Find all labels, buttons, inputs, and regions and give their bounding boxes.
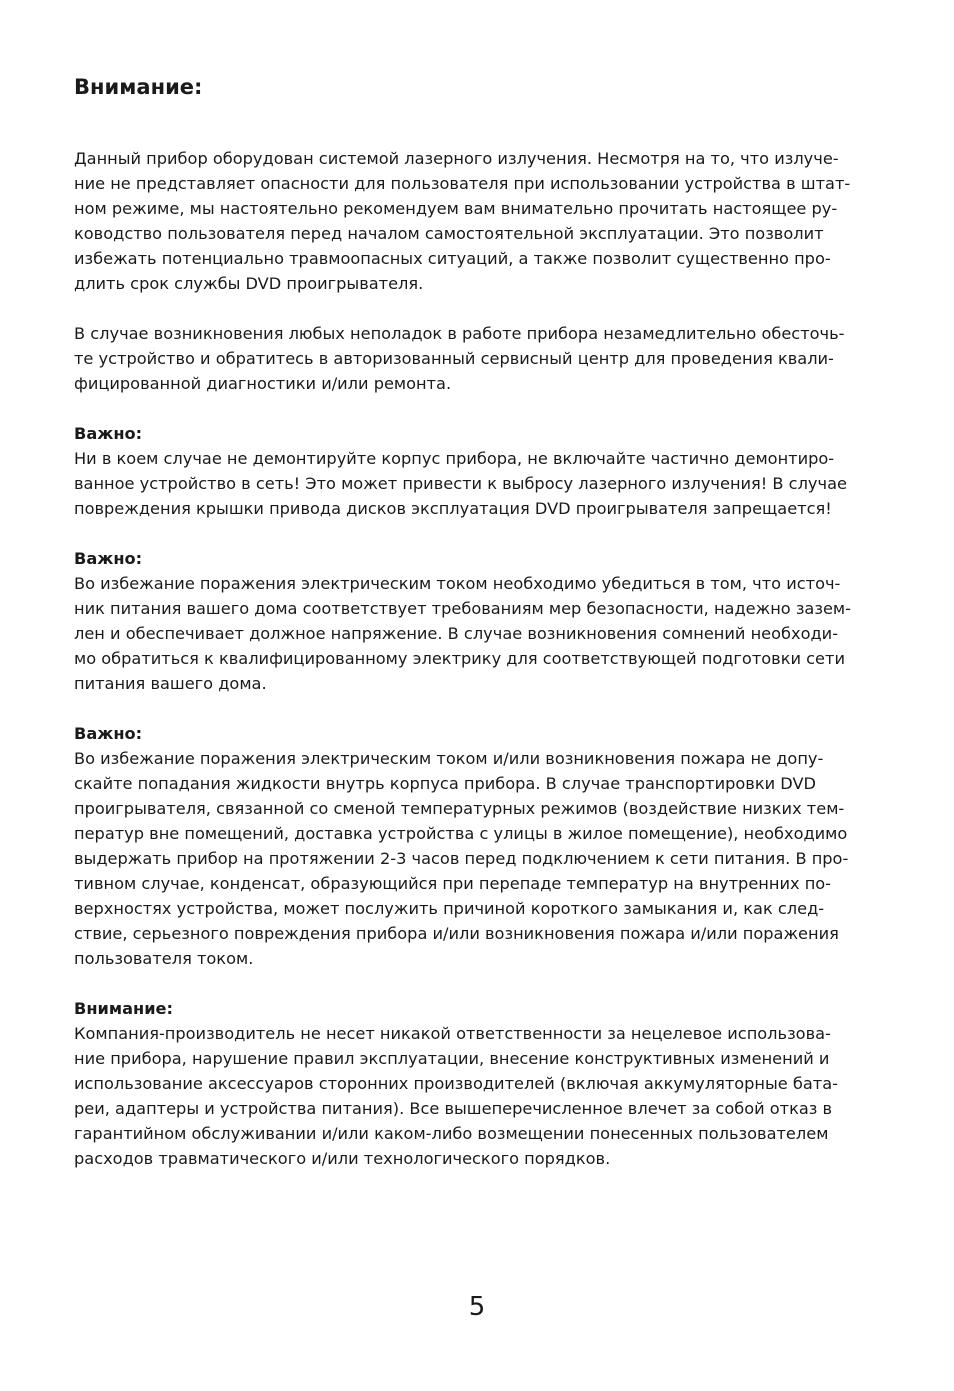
document-page <box>74 70 886 1196</box>
warning-section-liquid <box>74 721 886 971</box>
section-heading: Внимание: <box>74 999 173 1018</box>
warning-section-power <box>74 546 886 696</box>
page-title: Внимание: <box>74 75 203 99</box>
warning-section-liability <box>74 996 886 1171</box>
page-number: 5 <box>468 1292 486 1322</box>
section-heading: Важно: <box>74 724 143 743</box>
section-text: Компания-производитель не несет никакой ответственности за нецелевое использова- ние прибора, нарушение правил эксплуатации, внесение конструктивных изменений и использование аксессуаров сторонних производителей (включая аккумуляторные бата- реи, адаптеры и устройства питания). Все вышеперечисленное влечет за собой отказ в гарантийном обслуживании и/или каком-либо возмещении понесенных пользователем расходов травматического и/или технологического порядков. <box>74 1024 838 1168</box>
service-block <box>74 321 886 396</box>
section-heading: Важно: <box>74 549 143 568</box>
intro-paragraph: Данный прибор оборудован системой лазерного излучения. Несмотря на то, что излуче- ние не представляет опасности для пользователя при использовании устройства в штат- ном режиме, мы настоятельно рекомендуем вам внимательно прочитать настоящее ру- ководство пользователя перед началом самостоятельной эксплуатации. Это позволит избежать потенциально травмоопасных ситуаций, а также позволит существенно про- длить срок службы DVD проигрывателя. <box>74 149 851 293</box>
section-text: Ни в коем случае не демонтируйте корпус прибора, не включайте частично демонтиро- ванное устройство в сеть! Это может привести к выбросу лазерного излучения! В случае повреждения крышки привода дисков эксплуатация DVD проигрывателя запрещается! <box>74 449 847 518</box>
section-text: Во избежание поражения электрическим током необходимо убедиться в том, что источ- ник питания вашего дома соответствует требованиям мер безопасности, надежно зазем- лен и обеспечивает должное напряжение. В случае возникновения сомнений необходи- мо обратиться к квалифицированному электрику для соответствующей подготовки сети питания вашего дома. <box>74 574 851 693</box>
service-paragraph: В случае возникновения любых неполадок в работе прибора незамедлительно обесточь- те устройство и обратитесь в авторизованный сервисный центр для проведения квали- фицированной диагностики и/или ремонта. <box>74 324 845 393</box>
warning-section-housing <box>74 421 886 521</box>
section-heading: Важно: <box>74 424 143 443</box>
intro-block <box>74 146 886 296</box>
section-text: Во избежание поражения электрическим током и/или возникновения пожара не допу- скайте попадания жидкости внутрь корпуса прибора. В случае транспортировки DVD проигрывателя, связанной со сменой температурных режимов (воздействие низких тем- ператур вне помещений, доставка устройства с улицы в жилое помещение), необходимо выдержать прибор на протяжении 2-3 часов перед подключением к сети питания. В про- тивном случае, конденсат, образующийся при перепаде температур на внутренних по- верхностях устройства, может послужить причиной короткого замыкания и, как след- ствие, серьезного повреждения прибора и/или возникновения пожара и/или поражения пользователя током. <box>74 749 849 968</box>
